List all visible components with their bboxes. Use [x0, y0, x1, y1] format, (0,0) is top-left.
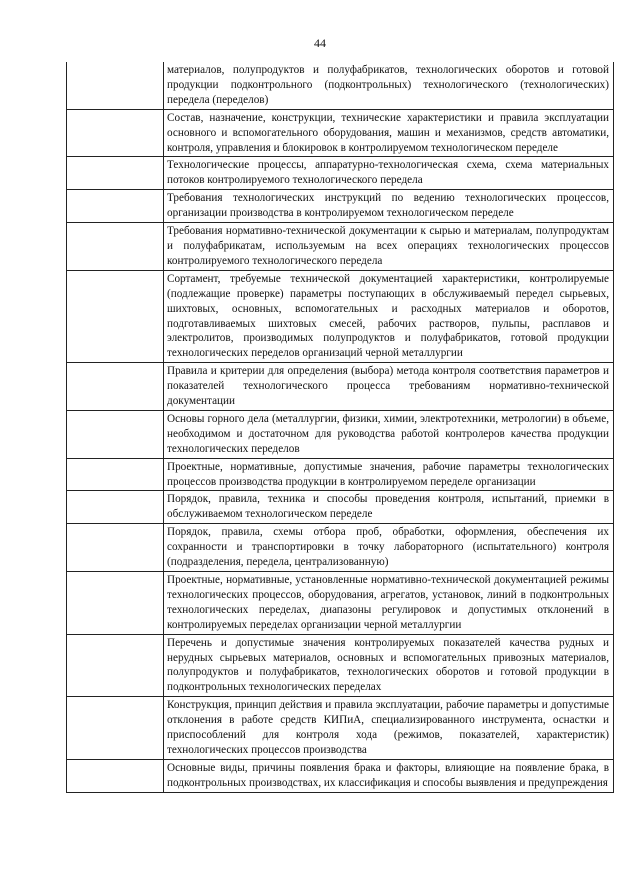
table-label-cell	[67, 157, 164, 189]
table-label-cell	[67, 635, 164, 697]
table-label-cell	[67, 271, 164, 362]
table-row	[67, 156, 613, 189]
table-text-cell: Перечень и допустимые значения контролируемых показателей качества рудных и нерудных сырьевых материалов, основных и вспомогательных привозных материалов, полупродуктов и полуфабрикатов, технологических оборотов и готовой продукции в подконтрольных технологических переделах	[167, 636, 609, 694]
table-label-cell	[67, 110, 164, 157]
table-text-cell: Порядок, правила, техника и способы проведения контроля, испытаний, приемки в обслуживаемом технологическом переделе	[167, 493, 609, 521]
table-text-cell: материалов, полупродуктов и полуфабрикатов, технологических оборотов и готовой продукции подконтрольного (подконтрольных) технологического (технологических) передела (переделов)	[167, 64, 609, 106]
table-row	[67, 362, 613, 410]
table-row	[67, 759, 613, 792]
table-row	[67, 109, 613, 157]
table-label-cell	[67, 190, 164, 222]
table-row	[67, 696, 613, 759]
table-row	[67, 189, 613, 222]
table-text-cell: Состав, назначение, конструкции, технические характеристики и правила эксплуатации основного и вспомогательного оборудования, машин и механизмов, средств автоматики, контроля, управления и блокировок в контролируемом технологическом переделе	[167, 111, 609, 154]
table-row	[67, 410, 613, 458]
table-label-cell	[67, 524, 164, 571]
table-text-cell: Порядок, правила, схемы отбора проб, обработки, оформления, обеспечения их сохранности и транспортировки в точку лабораторного (испытательного) контроля (подразделения, передела, централизованную)	[167, 526, 609, 569]
table-text-cell: Основные виды, причины появления брака и факторы, влияющие на появление брака, в подконтрольных производствах, их классификация и способы выявления и предупреждения	[167, 761, 609, 789]
table-text-cell: Основы горного дела (металлургии, физики, химии, электротехники, метрологии) в объеме, необходимом и достаточном для руководства работой контролеров качества продукции технологических переделов	[167, 412, 609, 455]
table-row	[67, 458, 613, 491]
table-label-cell	[67, 411, 164, 458]
table-label-cell	[67, 363, 164, 410]
table-label-cell	[67, 62, 164, 109]
table-row	[67, 490, 613, 523]
table-row	[67, 571, 613, 634]
table-row	[67, 62, 613, 109]
table-label-cell	[67, 760, 164, 792]
table-text-cell: Требования нормативно-технической документации к сырью и материалам, полупродуктам и полуфабрикатам, используемым на всех операциях технологических процессов контролируемого технологического передела	[167, 225, 609, 267]
table-text-cell: Сортамент, требуемые технической документацией характеристики, контролируемые (подлежащие проверке) параметры поступающих в обслуживаемый передел сырьевых, шихтовых, основных, вспомогательных и расходных материалов и оборотов, подготавливаемых шихтовых смесей, рабочих растворов, пульпы, расплавов и электролитов, производимых полупродуктов и полуфабрикатов, готовой продукции технологических переделов организаций черной металлургии	[167, 272, 609, 360]
table-label-cell	[67, 459, 164, 491]
requirements-table	[66, 62, 614, 793]
table-label-cell	[67, 697, 164, 759]
table-row	[67, 634, 613, 697]
table-row	[67, 523, 613, 571]
table-text-cell: Конструкция, принцип действия и правила эксплуатации, рабочие параметры и допустимые отклонения в работе средств КИПиА, специализированного инструмента, оснастки и приспособлений для контроля хода (режимов, показателей, характеристик) технологических процессов производства	[167, 699, 609, 756]
page-number: 44	[314, 36, 326, 50]
table-text-cell: Требования технологических инструкций по ведению технологических процессов, организации производства в контролируемом технологическом переделе	[167, 192, 609, 220]
table-row	[67, 270, 613, 362]
table-row	[67, 222, 613, 270]
table-text-cell: Правила и критерии для определения (выбора) метода контроля соответствия параметров и показателей технологического процесса требованиям нормативно-технической документации	[167, 365, 609, 408]
table-text-cell: Проектные, нормативные, допустимые значения, рабочие параметры технологических процессов производства продукции в контролируемом переделе организации	[167, 460, 609, 488]
table-label-cell	[67, 572, 164, 634]
table-text-cell: Проектные, нормативные, установленные нормативно-технической документацией режимы технологических процессов, оборудования, агрегатов, установок, линий в подконтрольных технологических переделах, диапазоны регулировок и допустимых отклонений в контролируемых переделах организации черной металлургии	[167, 574, 609, 631]
table-label-cell	[67, 491, 164, 523]
table-text-cell: Технологические процессы, аппаратурно-технологическая схема, схема материальных потоков контролируемого технологического передела	[167, 159, 609, 187]
table-label-cell	[67, 223, 164, 270]
